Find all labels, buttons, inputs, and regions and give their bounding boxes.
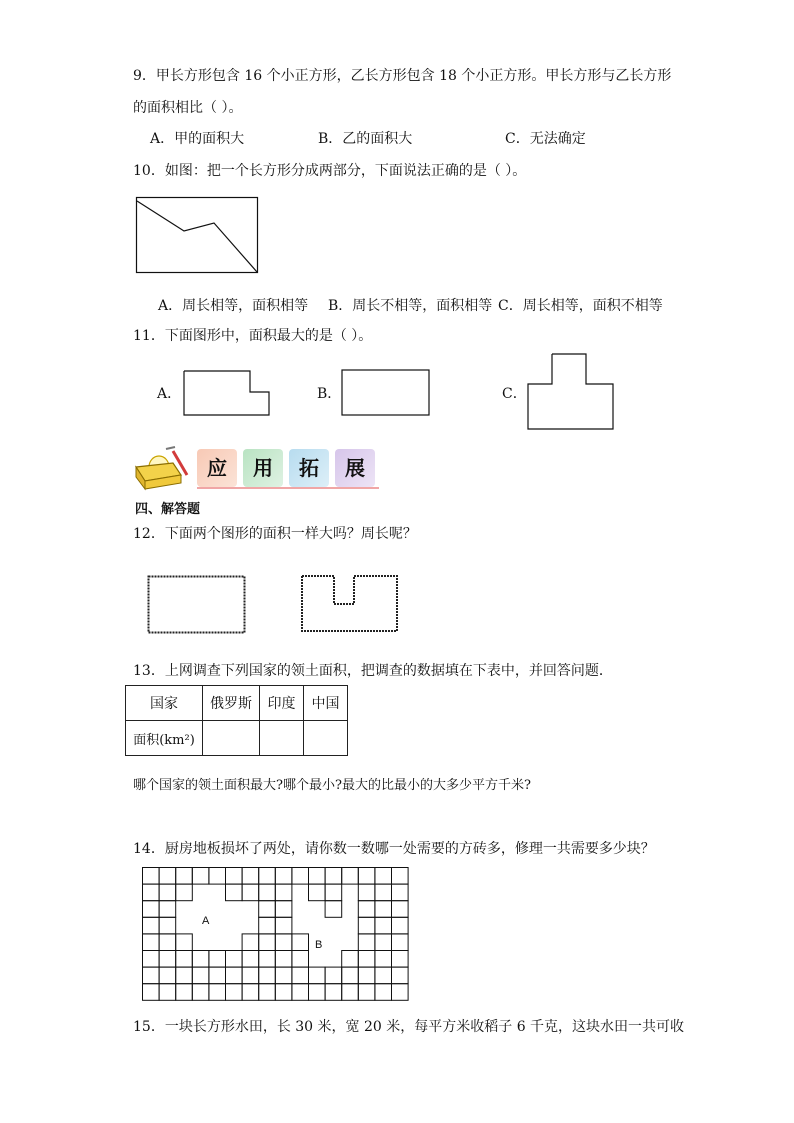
floor-tile xyxy=(259,868,276,885)
floor-tile xyxy=(375,884,392,901)
floor-tile xyxy=(176,868,193,885)
floor-tile xyxy=(358,917,375,934)
banner-char-ying: 应 xyxy=(197,449,237,487)
floor-tile xyxy=(159,868,176,885)
floor-tile xyxy=(159,917,176,934)
floor-tile xyxy=(325,984,342,1001)
floor-tile xyxy=(159,901,176,918)
banner-underline xyxy=(197,487,379,489)
floor-tile xyxy=(176,934,193,951)
floor-tile xyxy=(358,967,375,984)
floor-tile xyxy=(358,868,375,885)
floor-tile xyxy=(259,967,276,984)
floor-tile xyxy=(309,967,326,984)
floor-tile xyxy=(143,901,160,918)
q10-text: 10．如图：把一个长方形分成两部分，下面说法正确的是（ ）。 xyxy=(133,163,527,179)
floor-tile xyxy=(325,901,342,918)
floor-tile xyxy=(226,951,243,968)
floor-tile xyxy=(392,901,409,918)
banner-char-tuo: 拓 xyxy=(289,449,329,487)
q9-option-a: A．甲的面积大 xyxy=(150,131,245,147)
floor-tile xyxy=(143,917,160,934)
floor-tile xyxy=(242,967,259,984)
banner-char-yong: 用 xyxy=(243,449,283,487)
q10-option-b: B．周长不相等，面积相等 xyxy=(328,298,493,314)
table-row-label: 面积(km²) xyxy=(126,721,203,756)
floor-tile xyxy=(226,967,243,984)
damage-label-a: A xyxy=(202,915,210,927)
floor-tile xyxy=(159,884,176,901)
floor-tile xyxy=(309,884,326,901)
floor-tile xyxy=(226,868,243,885)
floor-tile xyxy=(392,884,409,901)
q10-divided-rectangle xyxy=(136,197,258,273)
floor-tile xyxy=(259,934,276,951)
q11-label-a: A． xyxy=(157,386,182,402)
floor-tile xyxy=(392,868,409,885)
floor-tile xyxy=(259,917,276,934)
floor-tile xyxy=(275,967,292,984)
tile-grid xyxy=(142,867,410,1003)
floor-tile xyxy=(309,868,326,885)
floor-tile xyxy=(259,901,276,918)
table-cell-russia[interactable] xyxy=(203,721,260,756)
q13-question: 哪个国家的领土面积最大?哪个最小?最大的比最小的大多少平方千米? xyxy=(133,778,531,793)
floor-tile xyxy=(292,934,309,951)
table-header-row xyxy=(126,686,348,721)
floor-tile xyxy=(209,868,226,885)
floor-tile xyxy=(275,951,292,968)
floor-tile xyxy=(275,868,292,885)
floor-tile xyxy=(292,984,309,1001)
floor-tile xyxy=(242,934,259,951)
floor-tile xyxy=(259,951,276,968)
table-cell-india[interactable] xyxy=(260,721,304,756)
floor-tile xyxy=(358,901,375,918)
floor-tile xyxy=(209,951,226,968)
floor-tile xyxy=(358,984,375,1001)
floor-tile xyxy=(143,884,160,901)
floor-tile xyxy=(176,967,193,984)
q11-text: 11．下面图形中，面积最大的是（ ）。 xyxy=(133,328,373,344)
floor-tile xyxy=(275,934,292,951)
floor-tile xyxy=(259,884,276,901)
q11-label-c: C． xyxy=(502,386,527,402)
floor-tile xyxy=(292,951,309,968)
floor-tile xyxy=(242,951,259,968)
floor-tile xyxy=(143,984,160,1001)
floor-tile xyxy=(159,984,176,1001)
q11-shape-c xyxy=(527,353,615,431)
banner-char-zhan: 展 xyxy=(335,449,375,487)
floor-tile xyxy=(342,951,359,968)
floor-tile xyxy=(375,934,392,951)
section-banner xyxy=(133,443,395,491)
floor-tile xyxy=(242,868,259,885)
table-row-area xyxy=(126,721,348,756)
q15-text: 15．一块长方形水田，长 30 米，宽 20 米，每平方米收稻子 6 千克，这块水田一共可收 xyxy=(133,1019,685,1035)
floor-tile xyxy=(159,951,176,968)
floor-tile xyxy=(325,868,342,885)
floor-tile xyxy=(358,951,375,968)
q14-text: 14．厨房地板损坏了两处，请你数一数哪一处需要的方砖多，修理一共需要多少块？ xyxy=(133,841,655,857)
q10-option-c: C．周长相等，面积不相等 xyxy=(498,298,663,314)
table-header-russia: 俄罗斯 xyxy=(203,686,260,721)
q9-line2: 的面积相比（ ）。 xyxy=(133,100,243,116)
section-title: 四、解答题 xyxy=(135,502,201,517)
floor-tile xyxy=(392,967,409,984)
floor-tile xyxy=(325,967,342,984)
floor-tile xyxy=(143,868,160,885)
toolbox-icon xyxy=(133,445,191,489)
floor-tile xyxy=(342,984,359,1001)
floor-tile xyxy=(392,984,409,1001)
floor-tile xyxy=(275,884,292,901)
floor-tile xyxy=(176,884,193,901)
floor-tile xyxy=(192,868,209,885)
floor-tile xyxy=(226,984,243,1001)
floor-tile xyxy=(242,884,259,901)
q11-label-b: B． xyxy=(317,386,342,402)
floor-tile xyxy=(143,934,160,951)
floor-tile xyxy=(275,901,292,918)
floor-tile xyxy=(176,951,193,968)
floor-tile xyxy=(143,951,160,968)
floor-tile xyxy=(392,951,409,968)
table-header-india: 印度 xyxy=(260,686,304,721)
table-header-china: 中国 xyxy=(304,686,348,721)
floor-tile xyxy=(242,984,259,1001)
q12-text: 12．下面两个图形的面积一样大吗？周长呢？ xyxy=(133,526,417,542)
floor-tile xyxy=(358,884,375,901)
q9-option-c: C．无法确定 xyxy=(505,131,586,147)
floor-tile xyxy=(209,984,226,1001)
floor-tile xyxy=(192,984,209,1001)
floor-tile xyxy=(325,884,342,901)
q11-shape-b xyxy=(341,369,431,417)
q9-line1: 9．甲长方形包含 16 个小正方形，乙长方形包含 18 个小正方形。甲长方形与乙长方形 xyxy=(133,68,672,84)
table-header-country: 国家 xyxy=(126,686,203,721)
floor-tile xyxy=(292,967,309,984)
floor-tile xyxy=(375,868,392,885)
floor-tile xyxy=(392,917,409,934)
damage-label-b: B xyxy=(315,939,323,951)
q12-notched-rectangle xyxy=(300,574,400,634)
floor-tile xyxy=(275,917,292,934)
floor-tile xyxy=(375,951,392,968)
floor-tile xyxy=(192,951,209,968)
floor-tile xyxy=(342,868,359,885)
q11-shape-a xyxy=(183,370,271,416)
q10-option-a: A．周长相等，面积相等 xyxy=(158,298,309,314)
floor-tile xyxy=(259,984,276,1001)
floor-tile xyxy=(375,967,392,984)
floor-tile xyxy=(375,901,392,918)
floor-tile xyxy=(309,984,326,1001)
floor-tile xyxy=(159,934,176,951)
floor-tile xyxy=(226,884,243,901)
q9-option-b: B．乙的面积大 xyxy=(318,131,413,147)
floor-tile xyxy=(342,967,359,984)
floor-tile xyxy=(159,967,176,984)
floor-tile xyxy=(392,934,409,951)
q13-text: 13．上网调查下列国家的领土面积，把调查的数据填在下表中，并回答问题． xyxy=(133,663,613,679)
table-cell-china[interactable] xyxy=(304,721,348,756)
q12-rectangle xyxy=(147,575,247,635)
floor-tile xyxy=(176,984,193,1001)
floor-tile xyxy=(375,984,392,1001)
floor-tile xyxy=(192,967,209,984)
floor-tile xyxy=(375,917,392,934)
floor-tile xyxy=(275,984,292,1001)
floor-tile xyxy=(292,868,309,885)
floor-tile xyxy=(358,934,375,951)
floor-tile xyxy=(143,967,160,984)
floor-tile xyxy=(209,967,226,984)
area-table xyxy=(125,685,348,756)
